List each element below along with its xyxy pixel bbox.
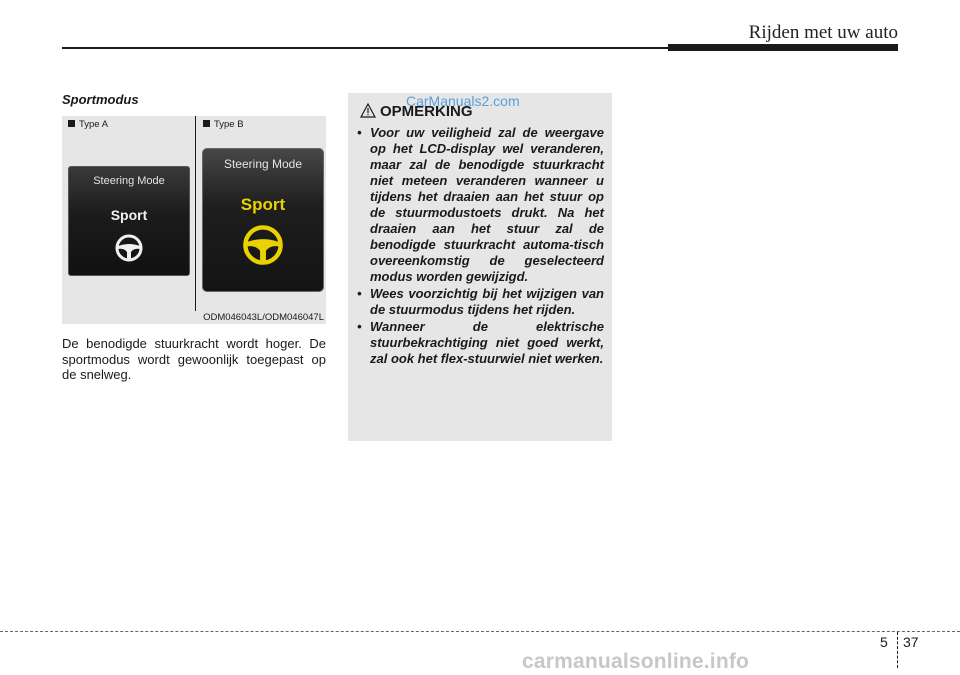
notice-list bbox=[356, 125, 604, 368]
notice-item: • Voor uw veiligheid zal de weergave op het LCD-display wel veranderen, maar zal de benodigde stuurkracht niet meteen veranderen wanneer u tijdens het draaien aan het stuur op de stuurmodustoets drukt. Na het draaien aan het stuur zal de benodigde stuurkracht automa-tisch overeenkomstig de geselecteerd modus worden gewijzigd. bbox=[356, 125, 604, 285]
steering-mode-title: Steering Mode bbox=[93, 175, 165, 187]
square-bullet-icon bbox=[68, 120, 75, 127]
display-screen-type-b bbox=[202, 148, 324, 292]
watermark-link[interactable]: CarManuals2.com bbox=[406, 93, 520, 109]
steering-wheel-icon bbox=[241, 223, 285, 267]
sport-mode-label: Sport bbox=[110, 207, 148, 223]
steering-mode-figure bbox=[62, 116, 326, 324]
section-heading: Sportmodus bbox=[62, 92, 139, 107]
steering-mode-title: Steering Mode bbox=[223, 157, 303, 171]
type-b-text: Type B bbox=[214, 119, 244, 130]
page-header-title: Rijden met uw auto bbox=[748, 22, 898, 43]
figure-divider bbox=[195, 116, 196, 311]
header-bar bbox=[668, 44, 898, 51]
steering-wheel-icon bbox=[114, 233, 144, 263]
notice-title-text: OPMERKING bbox=[380, 103, 473, 120]
square-bullet-icon bbox=[203, 120, 210, 127]
sport-mode-label: Sport bbox=[240, 195, 286, 214]
notice-item: • Wees voorzichtig bij het wijzigen van de stuurmodus tijdens het rijden. bbox=[356, 286, 604, 318]
body-paragraph: De benodigde stuurkracht wordt hoger. De sportmodus wordt gewoonlijk toegepast op de snelweg. bbox=[62, 336, 326, 382]
footer-rule bbox=[0, 631, 960, 632]
notice-item: • Wanneer de elektrische stuurbekrachtiging niet goed werkt, zal ook het flex-stuurwiel niet werken. bbox=[356, 319, 604, 367]
footer-watermark-link[interactable]: carmanualsonline.info bbox=[522, 650, 750, 673]
chapter-number: 5 bbox=[880, 634, 888, 650]
page-number: 37 bbox=[903, 634, 919, 650]
type-a-text: Type A bbox=[79, 119, 109, 130]
warning-triangle-icon bbox=[360, 103, 376, 118]
figure-code: ODM046043L/ODM046047L bbox=[203, 312, 324, 323]
type-a-label bbox=[68, 119, 108, 130]
notice-title bbox=[360, 103, 473, 120]
notice-box bbox=[348, 93, 612, 441]
page-number-divider bbox=[897, 632, 898, 668]
header-rule bbox=[62, 47, 668, 49]
type-b-label bbox=[203, 119, 244, 130]
display-screen-type-a bbox=[68, 166, 190, 276]
